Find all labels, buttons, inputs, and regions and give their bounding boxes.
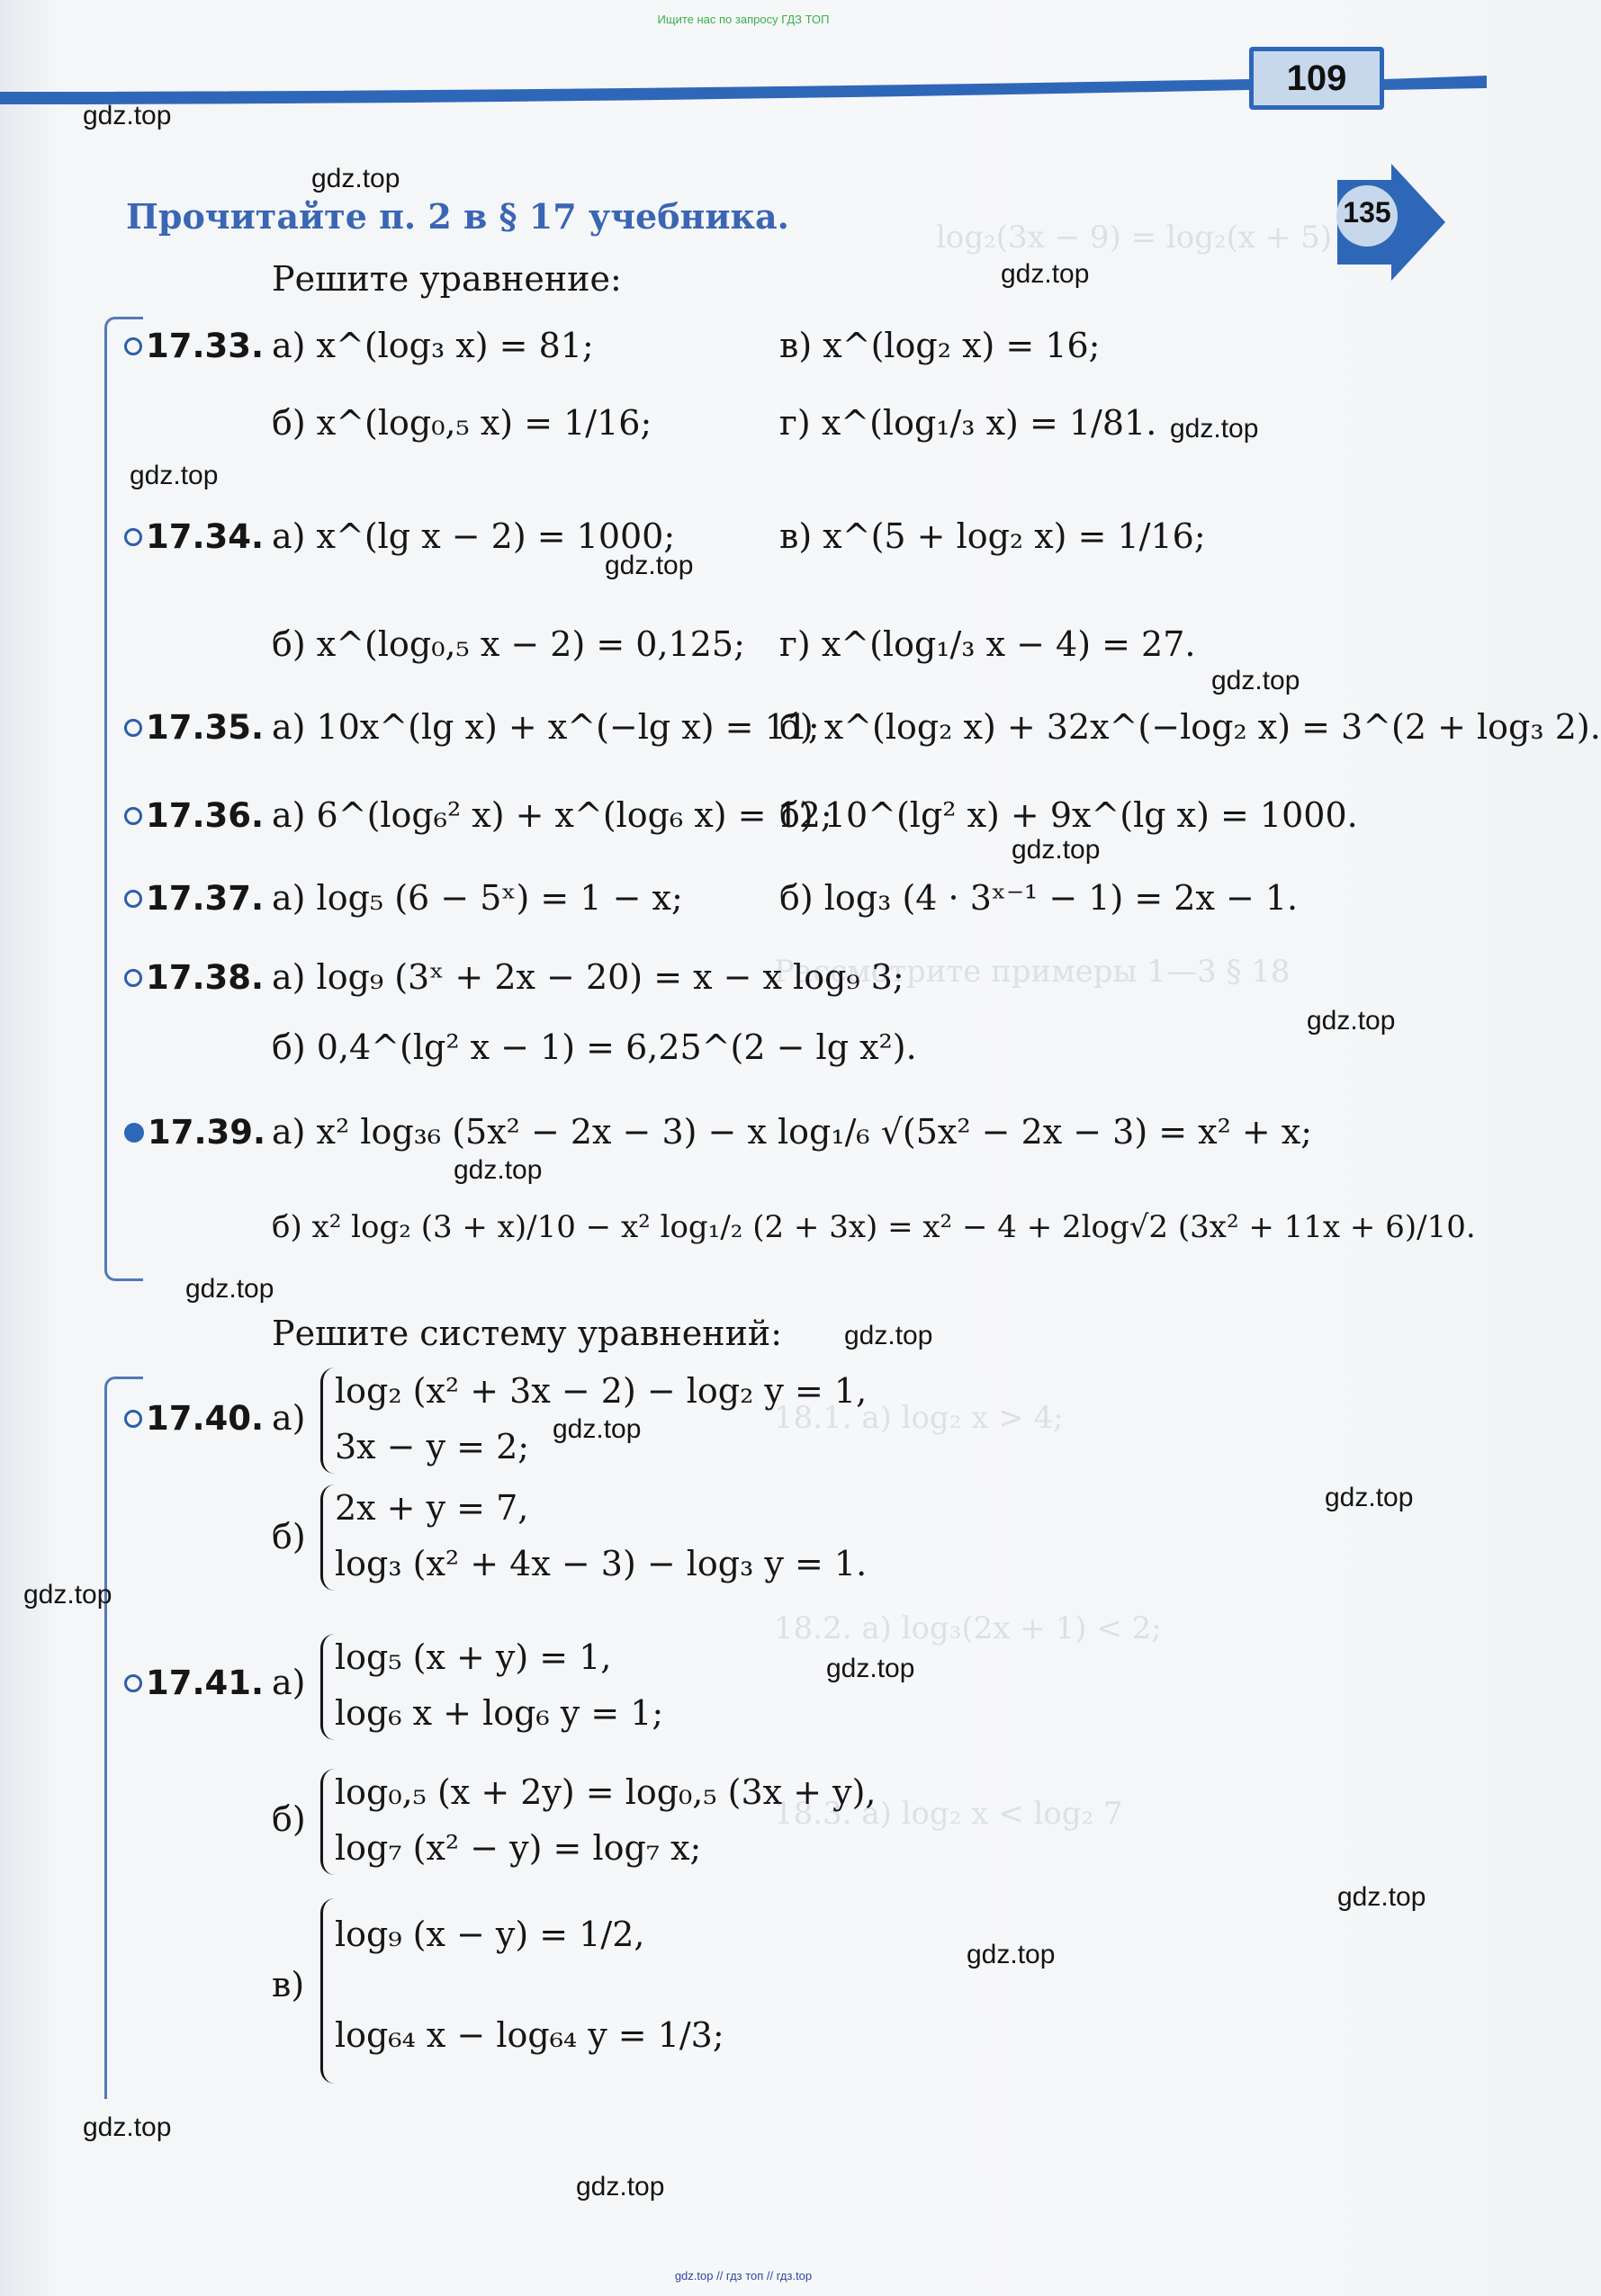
watermark: gdz.top: [1211, 666, 1300, 695]
system-brace: [320, 1484, 336, 1591]
problem-17-35-b: б) x^(log₂ x) + 32x^(−log₂ x) = 3^(2 + log₃ 2).: [779, 707, 1601, 747]
instruction: Прочитайте п. 2 в § 17 учебника.: [126, 196, 789, 237]
problem-17-41-v-label: в): [272, 1965, 305, 2005]
page-number: 109: [1249, 47, 1384, 110]
problem-17-38-number: 17.38.: [124, 957, 264, 997]
problem-17-41-a-eq2: log₆ x + log₆ y = 1;: [335, 1693, 664, 1733]
level-circle-icon: [124, 890, 142, 908]
heading-equation: Решите уравнение:: [272, 259, 622, 299]
problem-17-41-v-eq1: log₉ (x − y) = 1/2,: [335, 1915, 645, 1954]
problem-17-41-b-label: б): [272, 1799, 306, 1839]
problem-17-41-a-eq1: log₅ (x + y) = 1,: [335, 1637, 612, 1677]
problem-17-40-b-label: б): [272, 1517, 306, 1556]
ghost-text: log₂(3x − 9) = log₂(x + 5): [936, 220, 1333, 256]
level-circle-icon: [124, 807, 142, 825]
problem-17-33-a: а) x^(log₃ x) = 81;: [272, 326, 594, 365]
problem-17-39-a: а) x² log₃₆ (5x² − 2x − 3) − x log₁/₆ √(5x² − 2x − 3) = x² + x;: [272, 1112, 1313, 1152]
problem-17-37-b: б) log₃ (4 · 3ˣ⁻¹ − 1) = 2x − 1.: [779, 878, 1299, 918]
ghost-text: 18.2. а) log₃(2x + 1) < 2;: [774, 1610, 1162, 1646]
system-brace: [320, 1368, 336, 1474]
problem-17-34-g: г) x^(log₁/₃ x − 4) = 27.: [779, 624, 1196, 664]
problem-17-41-v-eq2: log₆₄ x − log₆₄ y = 1/3;: [335, 2015, 724, 2055]
problem-17-35-a: а) 10x^(lg x) + x^(−lg x) = 11;: [272, 707, 820, 747]
level-circle-icon: [124, 969, 142, 987]
problem-17-41-b-eq2: log₇ (x² − y) = log₇ x;: [335, 1828, 702, 1868]
watermark: gdz.top: [967, 1940, 1056, 1969]
problem-17-34-v: в) x^(5 + log₂ x) = 1/16;: [779, 516, 1206, 556]
problem-17-40-a-eq1: log₂ (x² + 3x − 2) − log₂ y = 1,: [335, 1371, 868, 1411]
watermark: gdz.top: [185, 1274, 274, 1304]
top-note: Ищите нас по запросу ГДЗ ТОП: [657, 13, 830, 26]
watermark: gdz.top: [83, 2112, 172, 2142]
problem-17-36-a: а) 6^(log₆² x) + x^(log₆ x) = 12;: [272, 795, 832, 835]
problem-17-33-v: в) x^(log₂ x) = 16;: [779, 326, 1101, 365]
problem-17-38-b: б) 0,4^(lg² x − 1) = 6,25^(2 − lg x²).: [272, 1027, 917, 1067]
problem-17-34-number: 17.34.: [124, 516, 264, 556]
watermark: gdz.top: [1307, 1006, 1396, 1036]
watermark: gdz.top: [553, 1414, 642, 1444]
exercise-group-bracket: [104, 1377, 143, 2099]
watermark: gdz.top: [826, 1654, 915, 1683]
problem-17-40-a-eq2: 3x − y = 2;: [335, 1427, 530, 1466]
problem-17-38-a: а) log₉ (3ˣ + 2x − 20) = x − x log₉ 3;: [272, 957, 904, 997]
watermark: gdz.top: [130, 461, 219, 490]
ghost-text: 18.1. а) log₂ x > 4;: [774, 1400, 1064, 1436]
system-brace: [320, 1898, 336, 2084]
problem-17-35-number: 17.35.: [124, 707, 264, 747]
level-circle-icon: [124, 1674, 142, 1692]
watermark: gdz.top: [1170, 414, 1259, 444]
problem-17-40-number: 17.40.: [124, 1398, 264, 1438]
problem-17-36-b: б) 10^(lg² x) + 9x^(lg x) = 1000.: [779, 795, 1358, 835]
problem-17-33-b: б) x^(log₀,₅ x) = 1/16;: [272, 403, 652, 443]
problem-17-41-b-eq1: log₀,₅ (x + 2y) = log₀,₅ (3x + y),: [335, 1772, 877, 1812]
watermark: gdz.top: [605, 551, 694, 580]
side-tab-number: 135: [1343, 196, 1391, 229]
ghost-text: Рассмотрите примеры 1—3 § 18: [774, 954, 1291, 990]
problem-17-41-number: 17.41.: [124, 1663, 264, 1702]
watermark: gdz.top: [1325, 1483, 1414, 1512]
system-brace: [320, 1634, 336, 1740]
watermark: gdz.top: [1012, 835, 1101, 865]
problem-17-40-a-label: а): [272, 1398, 306, 1438]
heading-system: Решите систему уравнений:: [272, 1314, 783, 1353]
problem-17-39-b: б) x² log₂ (3 + x)/10 − x² log₁/₂ (2 + 3x) = x² − 4 + 2log√2 (3x² + 11x + 6)/10.: [272, 1209, 1476, 1245]
problem-17-37-number: 17.37.: [124, 878, 264, 918]
problem-17-33-number: 17.33.: [124, 326, 264, 365]
watermark: gdz.top: [576, 2172, 665, 2202]
problem-17-34-a: а) x^(lg x − 2) = 1000;: [272, 516, 676, 556]
watermark: gdz.top: [454, 1155, 543, 1185]
problem-17-37-a: а) log₅ (6 − 5ˣ) = 1 − x;: [272, 878, 683, 918]
watermark: gdz.top: [23, 1580, 112, 1610]
level-circle-icon: [124, 719, 142, 737]
watermark: gdz.top: [1001, 259, 1090, 289]
problem-17-39-number: 17.39.: [124, 1112, 265, 1152]
bottom-note: gdz.top // гдз топ // гдз.top: [674, 2269, 813, 2283]
level-circle-icon: [124, 337, 142, 355]
watermark: gdz.top: [311, 164, 400, 193]
watermark: gdz.top: [1337, 1882, 1426, 1912]
problem-17-40-b-eq2: log₃ (x² + 4x − 3) − log₃ y = 1.: [335, 1544, 868, 1583]
problem-17-36-number: 17.36.: [124, 795, 264, 835]
level-dot-icon: [124, 1123, 144, 1143]
level-circle-icon: [124, 528, 142, 546]
watermark: gdz.top: [844, 1321, 933, 1350]
problem-17-41-a-label: а): [272, 1663, 306, 1702]
problem-17-40-b-eq1: 2x + y = 7,: [335, 1488, 529, 1528]
watermark: gdz.top: [83, 101, 172, 130]
level-circle-icon: [124, 1410, 142, 1428]
problem-17-34-b: б) x^(log₀,₅ x − 2) = 0,125;: [272, 624, 745, 664]
system-brace: [320, 1769, 336, 1875]
ghost-text: 18.3. а) log₂ x < log₂ 7: [774, 1796, 1123, 1832]
problem-17-33-g: г) x^(log₁/₃ x) = 1/81.: [779, 403, 1157, 443]
